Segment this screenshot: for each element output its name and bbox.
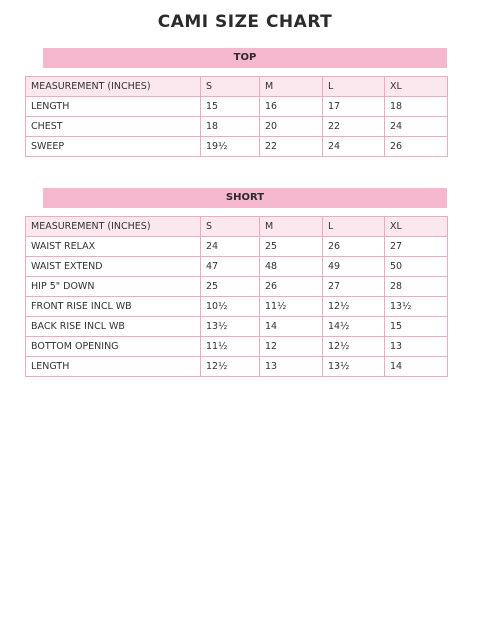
- header-cell-xl: XL: [385, 217, 448, 237]
- section-header-short: SHORT: [43, 188, 447, 208]
- table-cell: 11½: [201, 337, 260, 357]
- header-cell-measurement: MEASUREMENT (INCHES): [26, 77, 201, 97]
- table-cell: 18: [385, 97, 448, 117]
- table-cell: 27: [323, 277, 385, 297]
- header-cell-s: S: [201, 217, 260, 237]
- table-cell: 26: [260, 277, 323, 297]
- row-label: BOTTOM OPENING: [26, 337, 201, 357]
- top-size-table: [25, 76, 448, 157]
- table-cell: 19½: [201, 137, 260, 157]
- table-cell: 17: [323, 97, 385, 117]
- table-cell: 11½: [260, 297, 323, 317]
- section-header-top: TOP: [43, 48, 447, 68]
- table-row: [26, 357, 448, 377]
- row-label: WAIST EXTEND: [26, 257, 201, 277]
- table-cell: 49: [323, 257, 385, 277]
- table-cell: 14: [260, 317, 323, 337]
- table-cell: 13: [260, 357, 323, 377]
- table-header-row: [26, 217, 448, 237]
- table-cell: 13½: [385, 297, 448, 317]
- header-cell-measurement: MEASUREMENT (INCHES): [26, 217, 201, 237]
- table-row: [26, 297, 448, 317]
- table-cell: 26: [385, 137, 448, 157]
- table-cell: 18: [201, 117, 260, 137]
- row-label: BACK RISE INCL WB: [26, 317, 201, 337]
- table-cell: 13: [385, 337, 448, 357]
- table-cell: 22: [323, 117, 385, 137]
- table-cell: 13½: [201, 317, 260, 337]
- table-cell: 47: [201, 257, 260, 277]
- header-cell-m: M: [260, 217, 323, 237]
- header-cell-m: M: [260, 77, 323, 97]
- row-label: WAIST RELAX: [26, 237, 201, 257]
- row-label: FRONT RISE INCL WB: [26, 297, 201, 317]
- row-label: HIP 5" DOWN: [26, 277, 201, 297]
- header-cell-l: L: [323, 217, 385, 237]
- table-row: [26, 317, 448, 337]
- table-cell: 12½: [323, 297, 385, 317]
- header-cell-xl: XL: [385, 77, 448, 97]
- row-label: SWEEP: [26, 137, 201, 157]
- table-row: [26, 237, 448, 257]
- table-cell: 24: [385, 117, 448, 137]
- row-label: LENGTH: [26, 357, 201, 377]
- short-size-table: [25, 216, 448, 377]
- table-row: [26, 97, 448, 117]
- table-row: [26, 117, 448, 137]
- table-cell: 22: [260, 137, 323, 157]
- table-row: [26, 257, 448, 277]
- table-cell: 16: [260, 97, 323, 117]
- table-cell: 13½: [323, 357, 385, 377]
- table-row: [26, 277, 448, 297]
- table-cell: 48: [260, 257, 323, 277]
- row-label: CHEST: [26, 117, 201, 137]
- table-cell: 28: [385, 277, 448, 297]
- table-row: [26, 137, 448, 157]
- table-cell: 15: [201, 97, 260, 117]
- table-cell: 50: [385, 257, 448, 277]
- table-cell: 25: [260, 237, 323, 257]
- table-cell: 15: [385, 317, 448, 337]
- header-cell-s: S: [201, 77, 260, 97]
- table-cell: 27: [385, 237, 448, 257]
- row-label: LENGTH: [26, 97, 201, 117]
- table-cell: 10½: [201, 297, 260, 317]
- header-cell-l: L: [323, 77, 385, 97]
- table-cell: 12½: [201, 357, 260, 377]
- table-cell: 24: [323, 137, 385, 157]
- table-cell: 12½: [323, 337, 385, 357]
- table-cell: 14: [385, 357, 448, 377]
- table-cell: 14½: [323, 317, 385, 337]
- table-cell: 25: [201, 277, 260, 297]
- page-title: CAMI SIZE CHART: [157, 12, 333, 32]
- table-cell: 24: [201, 237, 260, 257]
- table-cell: 26: [323, 237, 385, 257]
- table-cell: 20: [260, 117, 323, 137]
- table-cell: 12: [260, 337, 323, 357]
- table-header-row: [26, 77, 448, 97]
- table-row: [26, 337, 448, 357]
